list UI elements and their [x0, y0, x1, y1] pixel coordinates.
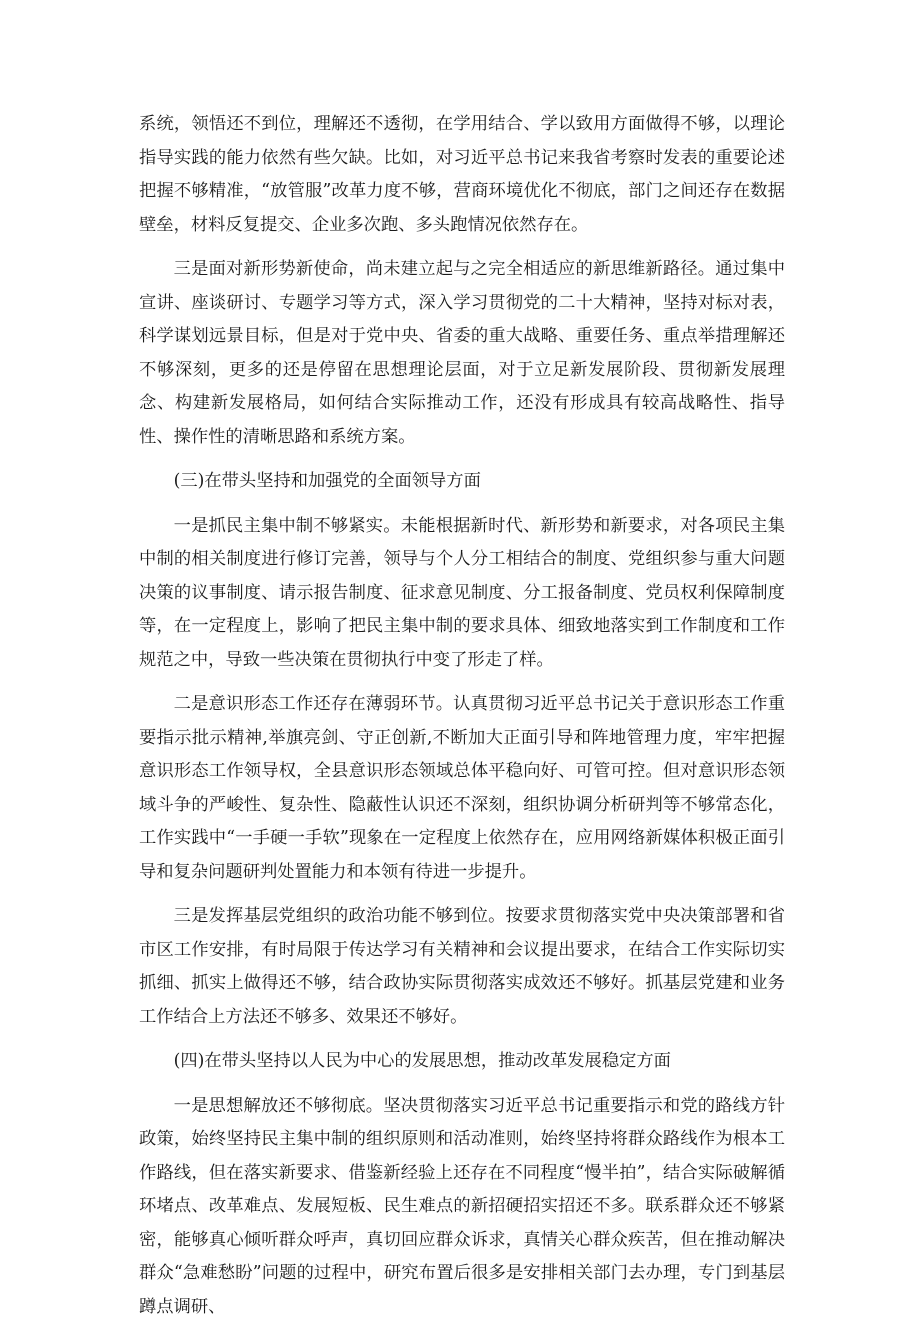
section-heading-4: (四)在带头坚持以人民为中心的发展思想，推动改革发展稳定方面	[173, 1051, 671, 1071]
paragraph-grassroots-party: 三是发挥基层党组织的政治功能不够到位。按要求贯彻落实党中央决策部署和省市区工作安排，有时局限于传达学习有关精神和会议提出要求，在结合工作实际切实抓细、抓实上做得还不够，结合政协实际贯彻落实成效还不够好。抓基层党建和业务工作结合上方法还不够多、效果还不够好。	[139, 906, 785, 1027]
paragraph-continuation: 系统，领悟还不到位，理解还不透彻，在学用结合、学以致用方面做得不够，以理论指导实践的能力依然有些欠缺。比如，对习近平总书记来我省考察时发表的重要论述把握不够精准，“放管服”改革力度不够，营商环境优化不彻底，部门之间还存在数据壁垒，材料反复提交、企业多次跑、多头跑情况依然存在。	[139, 114, 785, 235]
paragraph-new-mission: 三是面对新形势新使命，尚未建立起与之完全相适应的新思维新路径。通过集中宣讲、座谈研讨、专题学习等方式，深入学习贯彻党的二十大精神，坚持对标对表，科学谋划远景目标，但是对于党中央、省委的重大战略、重要任务、重点举措理解还不够深刻，更多的还是停留在思想理论层面，对于立足新发展阶段、贯彻新发展理念、构建新发展格局，如何结合实际推动工作，还没有形成具有较高战略性、指导性、操作性的清晰思路和系统方案。	[139, 259, 785, 447]
paragraph-ideological-emancipation: 一是思想解放还不够彻底。坚决贯彻落实习近平总书记重要指示和党的路线方针政策，始终坚持民主集中制的组织原则和活动准则，始终坚持将群众路线作为根本工作路线，但在落实新要求、借鉴新经验上还存在不同程度“慢半拍”，结合实际破解循环堵点、改革难点、发展短板、民生难点的新招硬招实招还不多。联系群众还不够紧密，能够真心倾听群众呼声，真切回应群众诉求，真情关心群众疾苦，但在推动解决群众“急难愁盼”问题的过程中，研究布置后很多是安排相关部门去办理，专门到基层蹲点调研、	[139, 1095, 785, 1317]
document-body	[139, 108, 785, 1335]
paragraph-democratic-centralism: 一是抓民主集中制不够紧实。未能根据新时代、新形势和新要求，对各项民主集中制的相关制度进行修订完善，领导与个人分工相结合的制度、党组织参与重大问题决策的议事制度、请示报告制度、征求意见制度、分工报备制度、党员权利保障制度等，在一定程度上，影响了把民主集中制的要求具体、细致地落实到工作制度和工作规范之中，导致一些决策在贯彻执行中变了形走了样。	[139, 515, 785, 670]
section-heading-3: (三)在带头坚持和加强党的全面领导方面	[173, 471, 481, 491]
paragraph-ideology-work: 二是意识形态工作还存在薄弱环节。认真贯彻习近平总书记关于意识形态工作重要指示批示精神,举旗亮剑、守正创新,不断加大正面引导和阵地管理力度，牢牢把握意识形态工作领导权，全县意识形态领域总体平稳向好、可管可控。但对意识形态领域斗争的严峻性、复杂性、隐蔽性认识还不深刻，组织协调分析研判等不够常态化，工作实践中“一手硬一手软”现象在一定程度上依然存在，应用网络新媒体积极正面引导和复杂问题研判处置能力和本领有待进一步提升。	[139, 694, 785, 882]
